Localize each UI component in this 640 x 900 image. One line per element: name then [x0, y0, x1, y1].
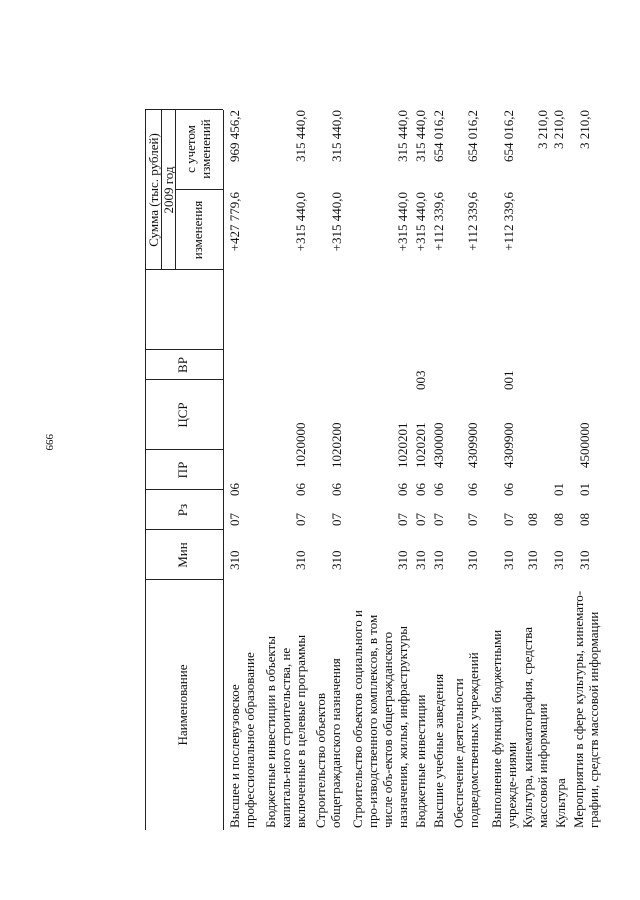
row-total: 3 210,0: [577, 110, 592, 149]
header-with-change: с учетом изменений: [183, 119, 213, 179]
row-csr: 4500000: [577, 422, 592, 468]
row-rz: 07: [501, 513, 516, 526]
row-total: 315 440,0: [413, 110, 428, 162]
row-total: 315 440,0: [395, 110, 410, 162]
row-min: 310: [501, 550, 516, 570]
row-name: Строительство объектов общегражданского назначения: [313, 658, 343, 828]
row-change: +112 339,6: [501, 192, 516, 251]
row-rz: 07: [227, 513, 242, 526]
row-total: 315 440,0: [329, 110, 344, 162]
row-name: Бюджетные инвестиции: [413, 694, 428, 828]
row-pr: 06: [431, 483, 446, 496]
row-name: Выполнение функций бюджетными учрежде-ниями: [489, 629, 519, 828]
year-caption: 2009 год: [161, 166, 176, 214]
header-csr: ЦСР: [175, 402, 190, 428]
row-change: +315 440,0: [329, 192, 344, 252]
row-pr: 06: [329, 483, 344, 496]
row-total: 3 210,0: [551, 110, 566, 149]
row-csr: 4309900: [501, 422, 516, 468]
row-total: 654 016,2: [465, 110, 480, 162]
row-total: 3 210,0: [535, 110, 550, 149]
row-name: Культура, кинематография, средства массовой информации: [520, 626, 550, 828]
row-pr: 01: [577, 483, 592, 496]
row-csr: 1020200: [329, 422, 344, 468]
row-name: Бюджетные инвестиции в объекты капиталь-ного строительства, не включенные в целевые программы: [263, 634, 308, 828]
row-vr: 001: [501, 370, 516, 390]
row-pr: 01: [551, 483, 566, 496]
row-min: 310: [431, 550, 446, 570]
row-min: 310: [227, 550, 242, 570]
row-rz: 08: [525, 513, 540, 526]
row-name: Высшее и послевузовское профессиональное образование: [227, 652, 257, 828]
row-total: 654 016,2: [501, 110, 516, 162]
row-rz: 07: [465, 513, 480, 526]
row-min: 310: [413, 550, 428, 570]
row-min: 310: [525, 550, 540, 570]
row-rz: 07: [395, 513, 410, 526]
row-total: 969 456,2: [227, 110, 242, 162]
row-csr: 1020201: [413, 422, 428, 468]
row-change: +315 440,0: [413, 192, 428, 252]
row-change: +315 440,0: [293, 192, 308, 252]
row-rz: 07: [413, 513, 428, 526]
row-pr: 06: [227, 483, 242, 496]
row-name: Мероприятия в сфере культуры, кинемато-графии, средств массовой информации: [571, 590, 601, 828]
row-min: 310: [329, 550, 344, 570]
row-change: +112 339,6: [465, 192, 480, 251]
row-name: Обеспечение деятельности подведомственных учреждений: [451, 652, 481, 828]
row-rz: 07: [293, 513, 308, 526]
row-rz: 08: [551, 513, 566, 526]
row-csr: 4309900: [465, 422, 480, 468]
row-vr: 003: [413, 370, 428, 390]
row-total: 315 440,0: [293, 110, 308, 162]
row-csr: 1020000: [293, 422, 308, 468]
row-rz: 07: [431, 513, 446, 526]
sum-caption: Сумма (тыс. рублей): [146, 133, 161, 247]
row-change: +315 440,0: [395, 192, 410, 252]
row-pr: 06: [413, 483, 428, 496]
row-total: 654 016,2: [431, 110, 446, 162]
header-pr: ПР: [175, 461, 190, 479]
header-min: Мин: [175, 542, 190, 568]
row-pr: 06: [395, 483, 410, 496]
page-number: 999: [43, 434, 55, 451]
header-change: изменения: [190, 200, 205, 260]
row-csr: 1020201: [395, 422, 410, 468]
header-vr: ВР: [175, 357, 190, 373]
row-name: Высшие учебные заведения: [431, 673, 446, 828]
row-min: 310: [465, 550, 480, 570]
row-min: 310: [577, 550, 592, 570]
row-rz: 07: [329, 513, 344, 526]
row-pr: 06: [293, 483, 308, 496]
row-min: 310: [551, 550, 566, 570]
row-min: 310: [293, 550, 308, 570]
header-rule-bottom: [223, 110, 224, 830]
row-csr: 4300000: [431, 422, 446, 468]
row-pr: 06: [501, 483, 516, 496]
rotated-table: [145, 70, 605, 830]
row-min: 310: [395, 550, 410, 570]
row-name: Строительство объектов социального и про-изводственного комплексов, в том числе объ-ектов общегражданского назначения, жилья, инфраструктуры: [350, 610, 410, 828]
row-change: +112 339,6: [431, 192, 446, 251]
header-rz: Рз: [175, 503, 190, 517]
row-change: +427 779,6: [227, 192, 242, 252]
header-name: Наименование: [175, 664, 190, 746]
row-pr: 06: [465, 483, 480, 496]
row-name: Культура: [553, 778, 568, 828]
row-rz: 08: [577, 513, 592, 526]
